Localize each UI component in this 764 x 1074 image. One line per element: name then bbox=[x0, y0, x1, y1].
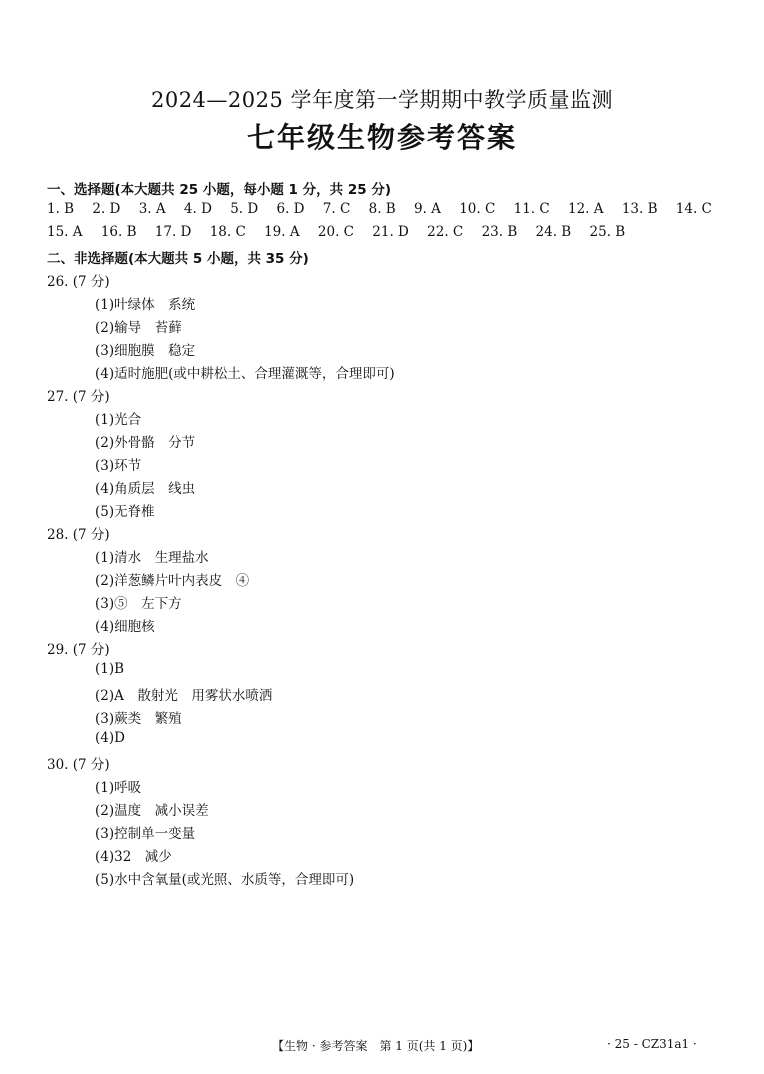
answer-line: (4)细胞核 bbox=[95, 619, 155, 635]
choice-answer: 4. D bbox=[183, 201, 212, 217]
choice-answer: 7. C bbox=[322, 201, 351, 217]
choice-answer: 6. D bbox=[276, 201, 305, 217]
answer-line: (2)输导 苔藓 bbox=[95, 320, 182, 336]
choice-answer: 19. A bbox=[264, 224, 300, 240]
answer-line: (1)B bbox=[95, 661, 125, 677]
question-27-heading: 27. (7 分) bbox=[47, 389, 110, 405]
choice-answer: 17. D bbox=[154, 224, 192, 240]
answer-line: (4)角质层 线虫 bbox=[95, 481, 196, 497]
answer-line: (4)适时施肥(或中耕松土、合理灌溉等，合理即可) bbox=[95, 366, 395, 382]
choice-answer: 2. D bbox=[92, 201, 121, 217]
choice-answer: 5. D bbox=[230, 201, 259, 217]
question-29-heading: 29. (7 分) bbox=[47, 642, 110, 658]
answer-line: (4)D bbox=[95, 730, 125, 746]
choice-answers-row-1 bbox=[47, 201, 726, 217]
exam-header-title: 2024—2025 学年度第一学期期中教学质量监测 bbox=[150, 88, 614, 112]
answer-line: (3)控制单一变量 bbox=[95, 826, 196, 842]
choice-answer: 23. B bbox=[481, 224, 518, 240]
choice-answer: 13. B bbox=[621, 201, 658, 217]
answer-line: (2)外骨骼 分节 bbox=[95, 435, 196, 451]
answer-line: (5)无脊椎 bbox=[95, 504, 155, 520]
question-28-heading: 28. (7 分) bbox=[47, 527, 110, 543]
choice-answer: 12. A bbox=[568, 201, 604, 217]
section-1-heading: 一、选择题(本大题共 25 小题，每小题 1 分，共 25 分) bbox=[47, 182, 392, 198]
answer-line: (3)蕨类 繁殖 bbox=[95, 711, 182, 727]
answer-line: (3)环节 bbox=[95, 458, 142, 474]
answer-line: (1)光合 bbox=[95, 412, 142, 428]
answer-line: (4)32 减少 bbox=[95, 849, 172, 865]
footer-page-info: 【生物 · 参考答案 第 1 页(共 1 页)】 bbox=[272, 1039, 480, 1053]
question-26-heading: 26. (7 分) bbox=[47, 274, 110, 290]
choice-answer: 20. C bbox=[317, 224, 354, 240]
footer-code: · 25 - CZ31a1 · bbox=[607, 1037, 697, 1051]
choice-answers-row-2 bbox=[47, 224, 639, 240]
choice-answer: 10. C bbox=[459, 201, 496, 217]
choice-answer: 11. C bbox=[513, 201, 550, 217]
page-title: 七年级生物参考答案 bbox=[246, 121, 517, 154]
answer-line: (1)清水 生理盐水 bbox=[95, 550, 209, 566]
choice-answer: 16. B bbox=[100, 224, 137, 240]
choice-answer: 15. A bbox=[47, 224, 83, 240]
answer-line: (1)叶绿体 系统 bbox=[95, 297, 196, 313]
choice-answer: 14. C bbox=[675, 201, 712, 217]
answer-line: (2)洋葱鳞片叶内表皮 ④ bbox=[95, 573, 250, 589]
section-2-heading: 二、非选择题(本大题共 5 小题，共 35 分) bbox=[47, 251, 309, 267]
choice-answer: 21. D bbox=[372, 224, 409, 240]
answer-line: (1)呼吸 bbox=[95, 780, 142, 796]
answer-line: (2)温度 减小误差 bbox=[95, 803, 209, 819]
choice-answer: 1. B bbox=[47, 201, 75, 217]
choice-answer: 8. B bbox=[368, 201, 396, 217]
answer-line: (3)⑤ 左下方 bbox=[95, 596, 182, 612]
choice-answer: 22. C bbox=[427, 224, 464, 240]
choice-answer: 18. C bbox=[209, 224, 246, 240]
answer-line: (3)细胞膜 稳定 bbox=[95, 343, 196, 359]
choice-answer: 24. B bbox=[535, 224, 572, 240]
choice-answer: 3. A bbox=[138, 201, 166, 217]
choice-answer: 9. A bbox=[414, 201, 441, 217]
answer-line: (2)A 散射光 用雾状水喷洒 bbox=[95, 688, 273, 704]
answer-line: (5)水中含氧量(或光照、水质等，合理即可) bbox=[95, 872, 355, 888]
choice-answer: 25. B bbox=[589, 224, 626, 240]
question-30-heading: 30. (7 分) bbox=[47, 757, 110, 773]
